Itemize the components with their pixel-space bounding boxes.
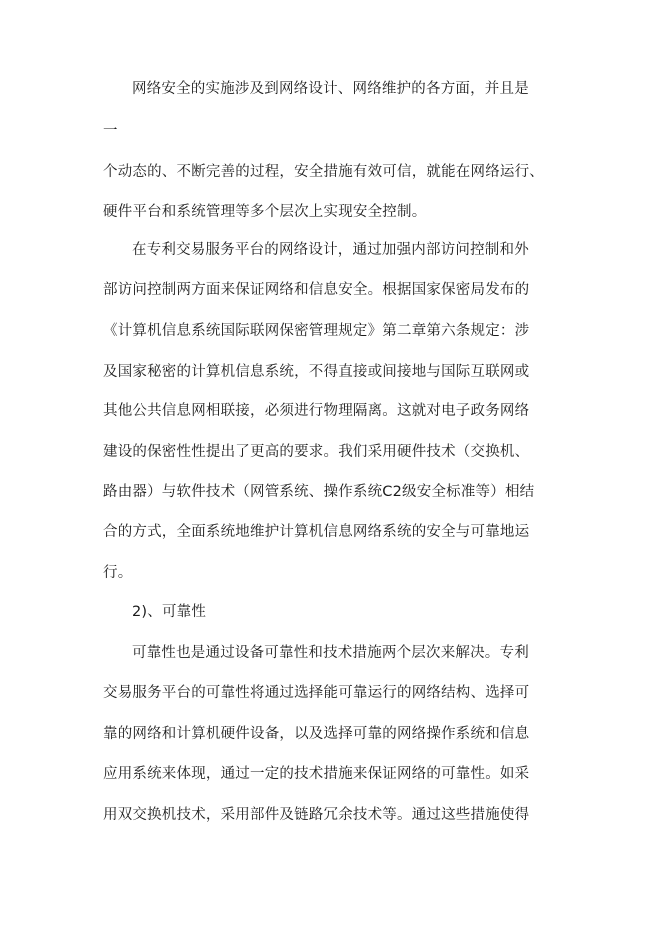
text-line-16: 交易服务平台的可靠性将通过选择能可靠运行的网络结构、选择可 <box>103 685 530 701</box>
text-line-2: 一 <box>103 123 118 139</box>
text-line-11: 路由器）与软件技术（网管系统、操作系统C2级安全标准等）相结 <box>103 484 535 500</box>
text-line-19: 用双交换机技术，采用部件及链路冗余技术等。通过这些措施使得 <box>103 807 530 823</box>
text-line-7: 《计算机信息系统国际联网保密管理规定》第二章第六条规定：涉 <box>103 323 530 339</box>
text-line-15: 可靠性也是通过设备可靠性和技术措施两个层次来解决。专利 <box>132 645 529 661</box>
text-line-12: 合的方式，全面系统地维护计算机信息网络系统的安全与可靠地运 <box>103 524 530 540</box>
text-line-17: 靠的网络和计算机硬件设备，以及选择可靠的网络操作系统和信息 <box>103 726 530 742</box>
text-line-1: 网络安全的实施涉及到网络设计、网络维护的各方面，并且是 <box>132 81 529 97</box>
text-line-6: 部访问控制两方面来保证网络和信息安全。根据国家保密局发布的 <box>103 282 530 298</box>
text-line-8: 及国家秘密的计算机信息系统，不得直接或间接地与国际互联网或 <box>103 364 530 380</box>
text-line-9: 其他公共信息网相联接，必须进行物理隔离。这就对电子政务网络 <box>103 403 530 419</box>
text-line-13: 行。 <box>103 565 133 581</box>
text-line-4: 硬件平台和系统管理等多个层次上实现安全控制。 <box>103 204 427 220</box>
text-line-3: 个动态的、不断完善的过程，安全措施有效可信，就能在网络运行、 <box>103 164 544 180</box>
text-line-5: 在专利交易服务平台的网络设计，通过加强内部访问控制和外 <box>132 242 529 258</box>
section-heading: 2)、可靠性 <box>132 604 207 620</box>
text-line-18: 应用系统来体现，通过一定的技术措施来保证网络的可靠性。如采 <box>103 766 530 782</box>
text-line-10: 建设的保密性性提出了更高的要求。我们采用硬件技术（交换机、 <box>103 444 530 460</box>
